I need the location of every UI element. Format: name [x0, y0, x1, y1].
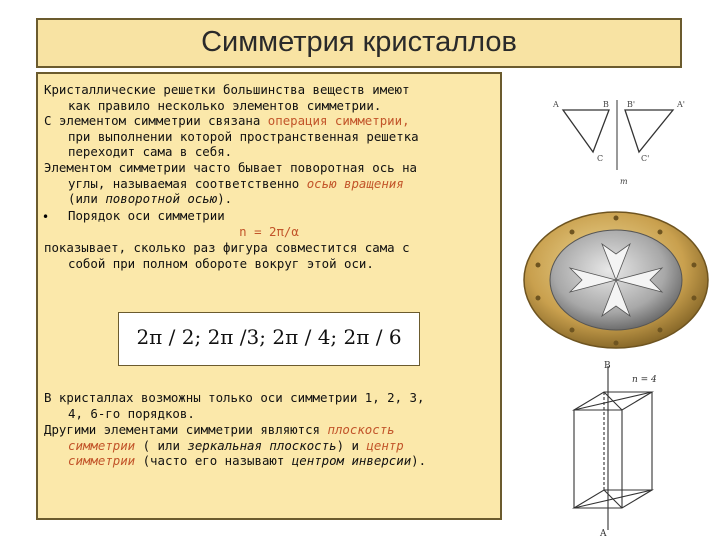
triangle-left	[563, 110, 609, 152]
label-m: m	[620, 177, 628, 186]
p2-line-b: при выполнении которой пространственная решетка	[68, 128, 419, 144]
p3-line-a: Элементом симметрии часто бывает поворотная ось на	[44, 160, 417, 175]
label-a-prime: A'	[677, 100, 685, 109]
p7-italic-c: центром инверсии	[291, 453, 412, 468]
p7-highlight-b2: центр	[366, 437, 404, 453]
paragraph-4: Порядок оси симметрии	[68, 208, 225, 223]
p6-line-a: В кристаллах возможны только оси симметрии 1, 2, 3,	[44, 390, 425, 405]
mirror-diagram	[545, 96, 695, 196]
p5-line-a: показывает, сколько раз фигура совместится сама с	[44, 240, 410, 255]
label-b-prime: B'	[627, 100, 636, 109]
p3-line-b-pre: углы, называемая соответственно	[68, 175, 307, 191]
p7-c-end: ).	[411, 453, 427, 468]
paragraph-5	[44, 240, 498, 271]
n-formula: n = 2π/α	[239, 224, 299, 239]
angles-formula: 2π / 2; 2π /3; 2π / 4; 2π / 6	[136, 325, 402, 349]
p1-line-a: Кристаллические решетки большинства веществ имеют	[44, 82, 410, 97]
label-a: A	[553, 100, 559, 109]
p7-line-a-pre: Другими элементами симметрии являются	[44, 422, 328, 437]
p3-line-c-pre: (или	[68, 191, 106, 206]
label-c-prime: C'	[641, 154, 650, 163]
paragraph-3	[44, 160, 498, 207]
p3-highlight: осью вращения	[306, 175, 404, 191]
p7-highlight-b1: симметрии	[68, 437, 136, 453]
p3-italic: поворотной осью	[105, 191, 218, 206]
label-b: B	[603, 100, 609, 109]
title-banner	[36, 18, 682, 68]
p7-italic-b: зеркальная плоскость	[187, 437, 337, 453]
text-panel	[36, 72, 502, 520]
formula-box	[118, 312, 420, 366]
paragraph-1	[44, 82, 498, 113]
label-axis-b: B	[604, 361, 611, 371]
paragraph-7	[44, 422, 498, 469]
triangle-right	[625, 110, 673, 152]
bullet-icon: •	[42, 210, 50, 224]
p7-highlight-a: плоскость	[327, 422, 395, 437]
p2-line-a-pre: С элементом симметрии связана	[44, 113, 268, 128]
label-c: C	[597, 154, 604, 163]
p7-mid-2: ) и	[336, 437, 367, 453]
p3-line-c-post: ).	[217, 191, 233, 206]
p6-line-b: 4, 6-го порядков.	[68, 405, 195, 421]
p2-line-c: переходит сама в себя.	[68, 144, 233, 159]
paragraph-6	[44, 390, 498, 421]
p7-highlight-c: симметрии	[68, 453, 136, 468]
coin-image	[510, 210, 720, 350]
label-axis-a: A	[600, 529, 607, 538]
p2-highlight: операция симметрии,	[267, 113, 410, 128]
p7-c-post: (часто его называют	[135, 453, 292, 468]
p7-mid-1: ( или	[135, 437, 188, 453]
p5-line-b: собой при полном обороте вокруг этой оси.	[68, 255, 374, 271]
p1-line-b: как правило несколько элементов симметрии.	[68, 97, 382, 113]
paragraph-2	[44, 113, 498, 160]
label-n4: n = 4	[632, 375, 657, 385]
slide-title: Симметрия кристаллов	[201, 26, 517, 58]
prism-diagram	[560, 358, 710, 538]
